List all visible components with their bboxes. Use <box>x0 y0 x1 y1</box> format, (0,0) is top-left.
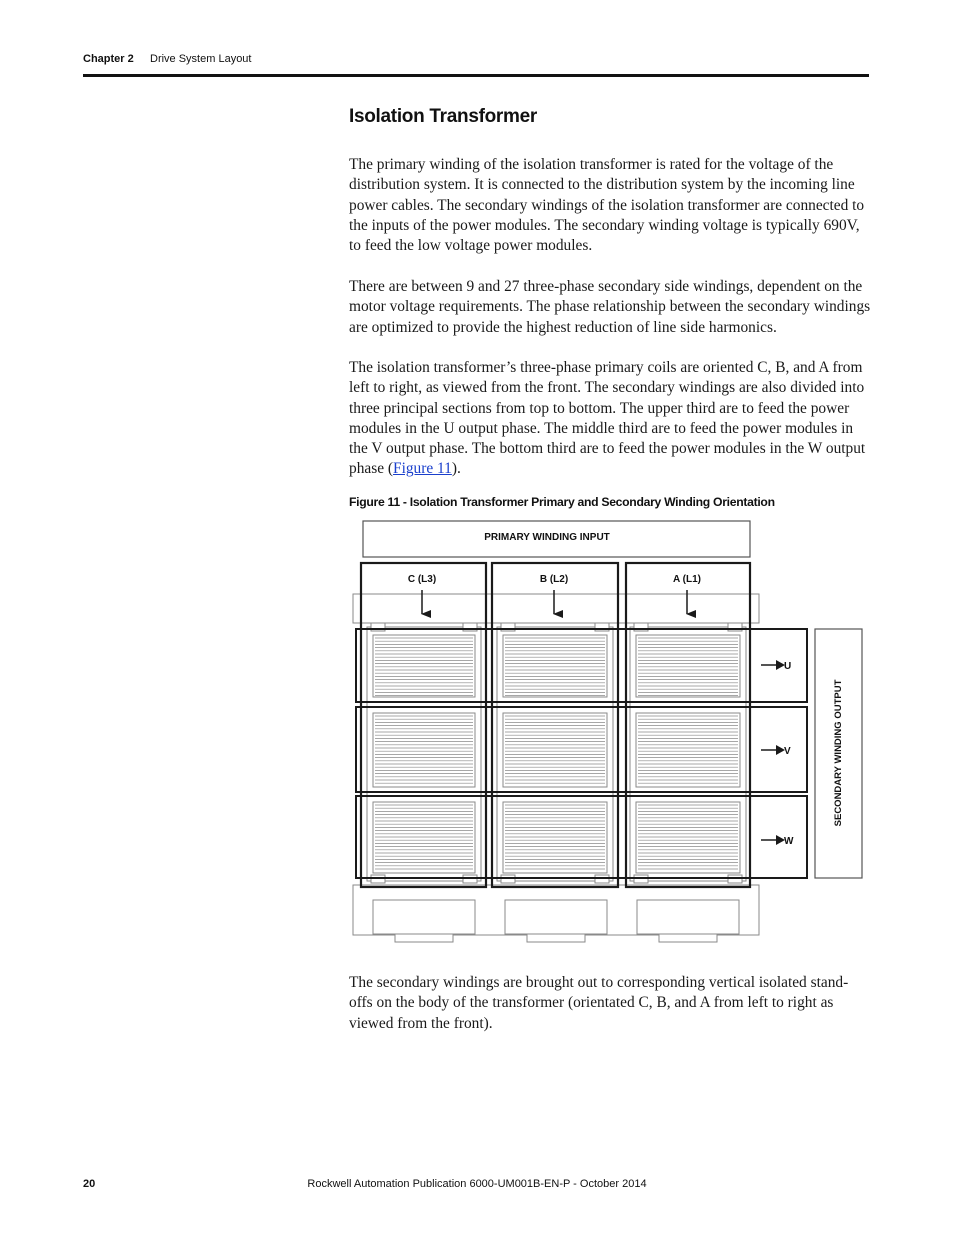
paragraph-coil-orientation <box>349 358 871 480</box>
primary-winding-label: PRIMARY WINDING INPUT <box>484 532 610 543</box>
coil-section-a-v <box>636 713 740 787</box>
phase-b-label: B (L2) <box>539 574 569 585</box>
figure-11-link[interactable]: Figure 11 <box>393 460 452 478</box>
header-rule <box>83 74 869 77</box>
chapter-label: Chapter 2 <box>83 53 134 65</box>
output-w-label: W <box>784 836 794 847</box>
paragraph-text-start: The isolation transformer’s three-phase primary coils are oriented C, B, and A from left to right, as viewed from the front. The secondary windings are also divided into three principal sections from top to bottom. The upper third are to feed the power modules in the U output phase. The middle third are to feed the power modules in the V output phase. The bottom third are to feed the power modules in the W output phase ( <box>349 359 866 478</box>
running-header <box>83 53 252 65</box>
paragraph-secondary-windings: There are between 9 and 27 three-phase secondary side windings, dependent on the motor voltage requirements. The phase relationship between the secondary windings are optimized to provide the highest reduction of line side harmonics. <box>349 278 871 336</box>
publication-footer: Rockwell Automation Publication 6000-UM001B-EN-P - October 2014 <box>307 1178 647 1190</box>
transformer-diagram <box>345 515 869 950</box>
page-number: 20 <box>83 1178 96 1190</box>
paragraph-text-end: ). <box>451 460 461 478</box>
paragraph-primary-winding: The primary winding of the isolation transformer is rated for the voltage of the distribution system. It is connected to the distribution system by the incoming line power cables. The secondary windings of the isolation transformer are connected to the inputs of the power modules. The secondary winding voltage is typically 690V, to feed the low voltage power modules. <box>349 156 865 255</box>
section-label: Drive System Layout <box>150 53 252 65</box>
paragraph-standoffs: The secondary windings are brought out to corresponding vertical isolated stand-offs on the body of the transformer (orientated C, B, and A from left to right as viewed from the front). <box>349 974 849 1032</box>
section-title: Isolation Transformer <box>349 106 537 127</box>
output-u-label: U <box>784 661 792 672</box>
secondary-winding-label: SECONDARY WINDING OUTPUT <box>833 679 844 827</box>
phase-c-label: C (L3) <box>407 574 437 585</box>
phase-a-label: A (L1) <box>673 574 701 585</box>
output-v-label: V <box>784 746 791 757</box>
coil-section-b-v <box>503 713 607 787</box>
figure-caption: Figure 11 - Isolation Transformer Primary and Secondary Winding Orientation <box>349 495 775 509</box>
coil-section-c-v <box>373 713 475 787</box>
